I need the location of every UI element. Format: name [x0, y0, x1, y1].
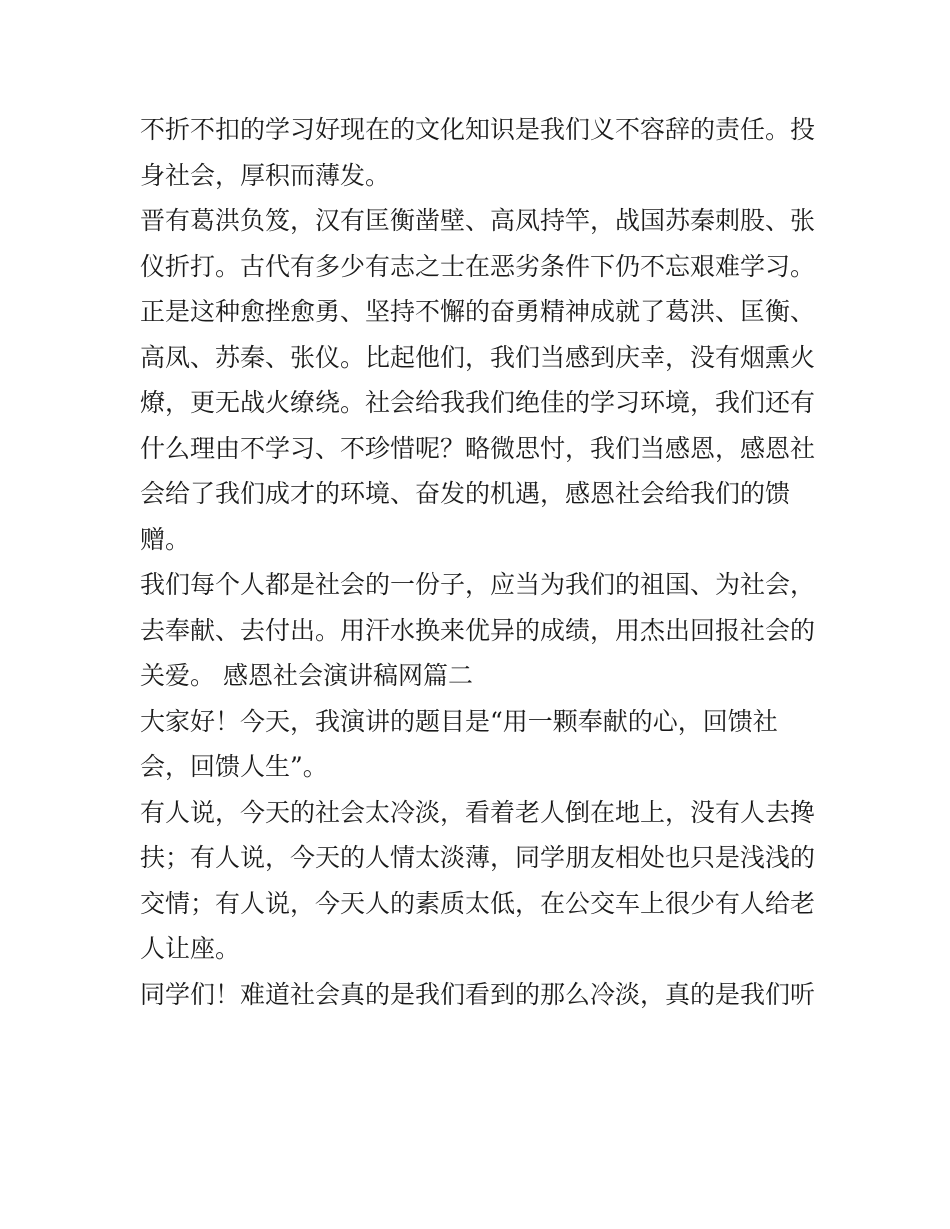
- text-line: 关爱。 感恩社会演讲稿网篇二: [140, 661, 473, 690]
- text-line: 我们每个人都是社会的一份子，应当为我们的祖国、为社会，: [140, 570, 816, 599]
- text-line: 高凤、苏秦、张仪。比起他们，我们当感到庆幸，没有烟熏火: [140, 342, 816, 372]
- text-line: 什么理由不学习、不珍惜呢？略微思忖，我们当感恩，感恩社: [140, 433, 816, 463]
- text-line: 去奉献、去付出。用汗水换来优异的成绩，用杰出回报社会的: [140, 615, 816, 645]
- text-line: 会，回馈人生”。: [140, 752, 328, 781]
- text-line: 不折不扣的学习好现在的文化知识是我们义不容辞的责任。投: [140, 115, 816, 144]
- text-line: 人让座。: [140, 934, 241, 963]
- text-line: 赠。: [140, 524, 191, 554]
- text-line: 扶；有人说，今天的人情太淡薄，同学朋友相处也只是浅浅的: [140, 843, 816, 872]
- text-line: 同学们！难道社会真的是我们看到的那么冷淡，真的是我们听: [140, 979, 816, 1009]
- text-line: 会给了我们成才的环境、奋发的机遇，感恩社会给我们的馈: [140, 479, 791, 508]
- document-body: [140, 107, 820, 1017]
- text-line: 交情；有人说，今天人的素质太低，在公交车上很少有人给老: [140, 888, 816, 918]
- text-line: 燎，更无战火缭绕。社会给我我们绝佳的学习环境，我们还有: [140, 388, 816, 417]
- text-line: 仪折打。古代有多少有志之士在恶劣条件下仍不忘艰难学习。: [140, 251, 816, 281]
- text-line: 正是这种愈挫愈勇、坚持不懈的奋勇精神成就了葛洪、匡衡、: [140, 297, 816, 326]
- text-line: 有人说，今天的社会太冷淡，看着老人倒在地上，没有人去搀: [140, 797, 816, 827]
- text-line: 身社会，厚积而薄发。: [140, 160, 391, 190]
- text-line: 大家好！今天，我演讲的题目是“用一颗奉献的心，回馈社: [140, 706, 778, 736]
- text-line: 晋有葛洪负笈，汉有匡衡凿壁、高凤持竿，战国苏秦刺股、张: [140, 206, 816, 235]
